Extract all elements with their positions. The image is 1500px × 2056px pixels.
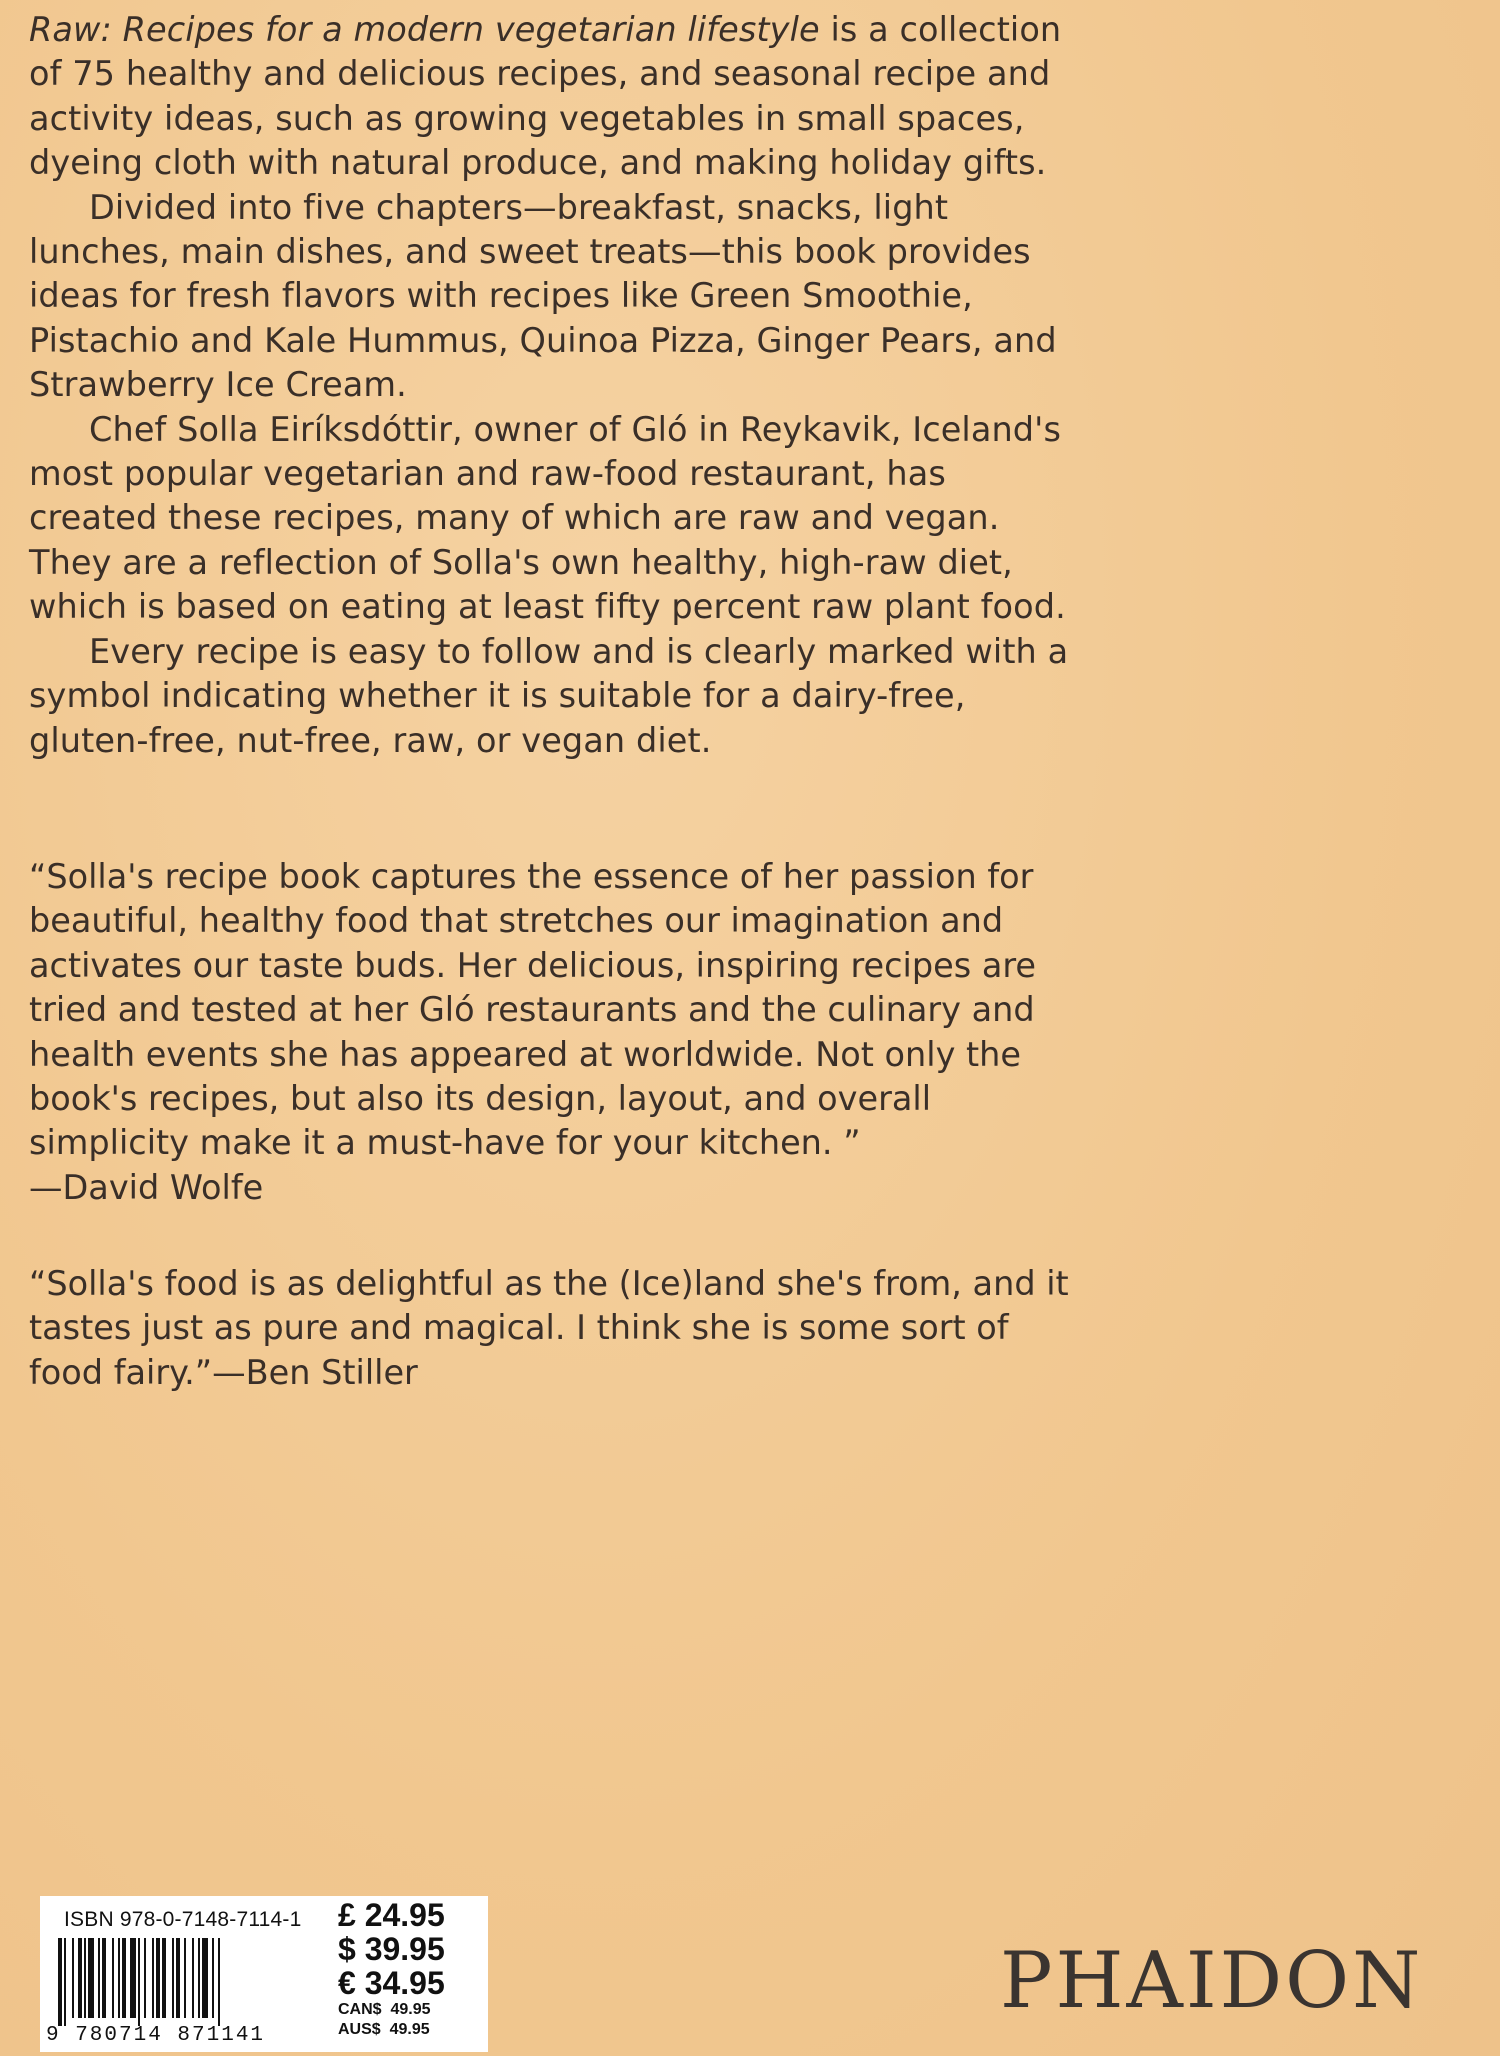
price-can: CAN$ 49.95: [338, 2001, 431, 2018]
barcode-bar: [88, 1938, 94, 2018]
barcode-bar: [138, 1938, 140, 2026]
publisher-logo: PHAIDON: [1000, 1936, 1424, 2026]
barcode-bar: [192, 1938, 194, 2018]
barcode-bar: [98, 1938, 100, 2018]
description-paragraph-4: Every recipe is easy to follow and is clearly marked with a symbol indicating whether it is suitable for a dairy-free, gluten-free, nut-free, raw, or vegan diet.: [29, 631, 1069, 760]
barcode-bar: [202, 1938, 208, 2018]
barcode-bar: [198, 1938, 200, 2018]
description-paragraph-2: Divided into five chapters—breakfast, snacks, light lunches, main dishes, and sweet treats—this book provides ideas for fresh flavors with recipes like Green Smoothie, Pistachio and Kale Hummus, Quinoa Pizza, Ginger Pears, and Strawberry Ice Cream.: [29, 187, 1057, 405]
price-list: [338, 1898, 488, 2040]
barcode-bar: [122, 1938, 126, 2018]
barcode-bar: [156, 1938, 160, 2018]
barcode-bar: [78, 1938, 82, 2018]
barcode-bar: [118, 1938, 120, 2018]
book-description: [29, 8, 1069, 763]
barcode-bar: [212, 1938, 214, 2018]
barcode-digits: 9 780714 871141: [46, 2024, 266, 2047]
quote-2-text: “Solla's food is as delightful as the (Ice)land she's from, and it tastes just as pure and magical. I think she is some sort of food fairy.”—Ben Stiller: [29, 1264, 1069, 1392]
barcode-bar: [218, 1938, 220, 2026]
price-eur: € 34.95: [338, 1965, 445, 2001]
barcode-label: [40, 1896, 488, 2052]
barcode-bar: [184, 1938, 186, 2018]
endorsement-quote-1: [29, 855, 1069, 1210]
quote-1-text: “Solla's recipe book captures the essence of her passion for beautiful, healthy food that stretches our imagination and activates our taste buds. Her delicious, inspiring recipes are tried and tested at her Gló restaurants and the culinary and health events she has appeared at worldwide. Not only the book's recipes, but also its design, layout, and overall simplicity make it a must-have for your kitchen. ”: [29, 857, 1036, 1163]
barcode-bar: [72, 1938, 74, 2018]
description-paragraph-1: [29, 8, 1069, 186]
price-aus: AUS$ 49.95: [338, 2021, 430, 2038]
barcode-bar: [172, 1938, 174, 2018]
description-paragraph-3: Chef Solla Eiríksdóttir, owner of Gló in Reykavik, Iceland's most popular vegetarian and raw-food restaurant, has created these recipes, many of which are raw and vegan. They are a reflection of Solla's own healthy, high-raw diet, which is based on eating at least fifty percent raw plant food.: [29, 409, 1066, 627]
barcode-bar: [64, 1938, 66, 2026]
barcode-bar: [176, 1938, 180, 2018]
barcode-bar: [152, 1938, 154, 2018]
price-gbp: £ 24.95: [338, 1897, 445, 1933]
book-title: Raw: Recipes for a modern vegetarian lifestyle: [29, 10, 820, 49]
barcode-bar: [58, 1938, 62, 2026]
barcode-bar: [162, 1938, 166, 2018]
description-paragraph-1-text: is a collection of 75 healthy and delicious recipes, and seasonal recipe and activity ideas, such as growing vegetables in small spaces, dyeing cloth with natural produce, and making holiday gifts.: [29, 10, 1062, 183]
barcode-bar: [84, 1938, 86, 2018]
isbn-number: ISBN 978-0-7148-7114-1: [64, 1908, 302, 1931]
barcode-bar: [102, 1938, 106, 2018]
quote-1-author: —David Wolfe: [29, 1167, 264, 1207]
barcode-bar: [130, 1938, 136, 2018]
price-usd: $ 39.95: [338, 1931, 445, 1967]
barcode-bar: [112, 1938, 114, 2018]
barcode-bar: [144, 1938, 146, 2018]
barcode-bars: [58, 1938, 354, 2026]
endorsement-quote-2: [29, 1262, 1069, 1395]
